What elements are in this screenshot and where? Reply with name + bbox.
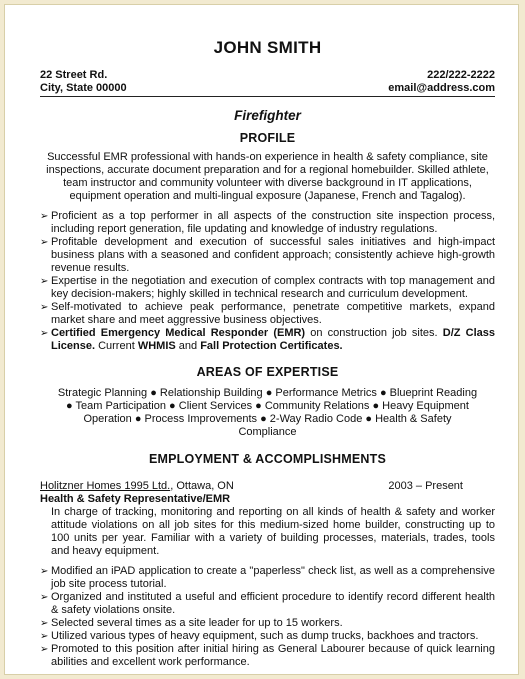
list-item: ➢ Promoted to this position after initial hiring as General Labourer because of quick learning abilities and excellent work performance. bbox=[40, 643, 495, 668]
list-item: ➢ Selected several times as a site leader for up to 15 workers. bbox=[40, 617, 343, 629]
employer-line bbox=[40, 480, 495, 493]
role-description: In charge of tracking, monitoring and reporting on all kinds of health & safety and worker attitude violations on all job sites for this medium-sized home builder, constructing up to 100 units per year. Familiar with a variety of building processes, materials, trades, tools and heavy equipment. bbox=[51, 506, 495, 557]
company-name: Holitzner Homes 1995 Ltd. bbox=[40, 480, 171, 492]
arrow-bullet-icon: ➢ bbox=[40, 618, 49, 629]
arrow-bullet-icon: ➢ bbox=[40, 237, 49, 248]
arrow-bullet-icon: ➢ bbox=[40, 276, 49, 287]
address-block bbox=[40, 69, 127, 95]
resume-page-frame bbox=[4, 4, 519, 675]
expertise-skills: Strategic Planning ● Relationship Building ● Performance Metrics ● Blueprint Reading ● Team Participation ● Client Services ● Community Relations ● Heavy Equipment Operation ● Process Improvements ● 2-Way Radio Code ● Health & Safety Compliance bbox=[57, 387, 478, 438]
profile-summary: Successful EMR professional with hands-on experience in health & safety compliance, site inspections, accurate document preparation and for a regional homebuilder. Skilled athlete, team instructor and community volunteer with diverse background in IT applications, equipment operation and multi-lingual exposure (Japanese, French and Tagalog). bbox=[46, 151, 489, 202]
list-item: ➢ Profitable development and execution of successful sales initiatives and high-impact business plans with a seasoned and confident approach; consistently achieve high-growth revenue results. bbox=[40, 236, 495, 274]
arrow-bullet-icon: ➢ bbox=[40, 566, 49, 577]
address-line1: 22 Street Rd. bbox=[40, 69, 108, 81]
profile-bullet-list bbox=[40, 210, 495, 353]
employment-heading: EMPLOYMENT & ACCOMPLISHMENTS bbox=[148, 452, 387, 466]
job-title: Firefighter bbox=[234, 108, 301, 123]
employment-bullet-list bbox=[40, 565, 495, 669]
arrow-bullet-icon: ➢ bbox=[40, 328, 49, 339]
list-item: ➢ Modified an iPAD application to create a "paperless" check list, as well as a comprehensive job site process tutorial. bbox=[40, 565, 495, 590]
role-title: Health & Safety Representative/EMR bbox=[40, 493, 231, 505]
list-item: ➢ Utilized various types of heavy equipment, such as dump trucks, backhoes and tractors. bbox=[40, 630, 479, 642]
phone-number: 222/222-2222 bbox=[427, 69, 495, 81]
list-item: ➢ Proficient as a top performer in all aspects of the construction site inspection process, including report generation, file updating and knowledge of industry regulations. bbox=[40, 210, 495, 235]
arrow-bullet-icon: ➢ bbox=[40, 592, 49, 603]
contact-block bbox=[40, 69, 495, 97]
arrow-bullet-icon: ➢ bbox=[40, 211, 49, 222]
certification-item: ➢ Certified Emergency Medical Responder (EMR) on construction job sites. D/Z Class License. Current WHMIS and Fall Protection Certificates. bbox=[40, 327, 495, 352]
email-address: email@address.com bbox=[388, 82, 495, 94]
arrow-bullet-icon: ➢ bbox=[40, 631, 49, 642]
arrow-bullet-icon: ➢ bbox=[40, 302, 49, 313]
list-item: ➢ Organized and instituted a useful and efficient procedure to identify record different health & safety violations onsite. bbox=[40, 591, 495, 616]
phone-email-block bbox=[388, 69, 495, 95]
company-location: , Ottawa, ON bbox=[170, 480, 234, 492]
list-item: ➢ Expertise in the negotiation and execution of complex contracts with top management and key decision-makers; highly skilled in technical research and curriculum development. bbox=[40, 275, 495, 300]
arrow-bullet-icon: ➢ bbox=[40, 644, 49, 655]
address-line2: City, State 00000 bbox=[40, 82, 127, 94]
employment-dates: 2003 – Present bbox=[388, 480, 463, 492]
resume-document bbox=[40, 5, 495, 669]
expertise-heading: AREAS OF EXPERTISE bbox=[196, 365, 339, 379]
list-item: ➢ Self-motivated to achieve peak performance, penetrate competitive markets, expand market share and meet aggressive business objectives. bbox=[40, 301, 495, 326]
candidate-name: JOHN SMITH bbox=[213, 38, 322, 57]
profile-heading: PROFILE bbox=[239, 131, 296, 145]
